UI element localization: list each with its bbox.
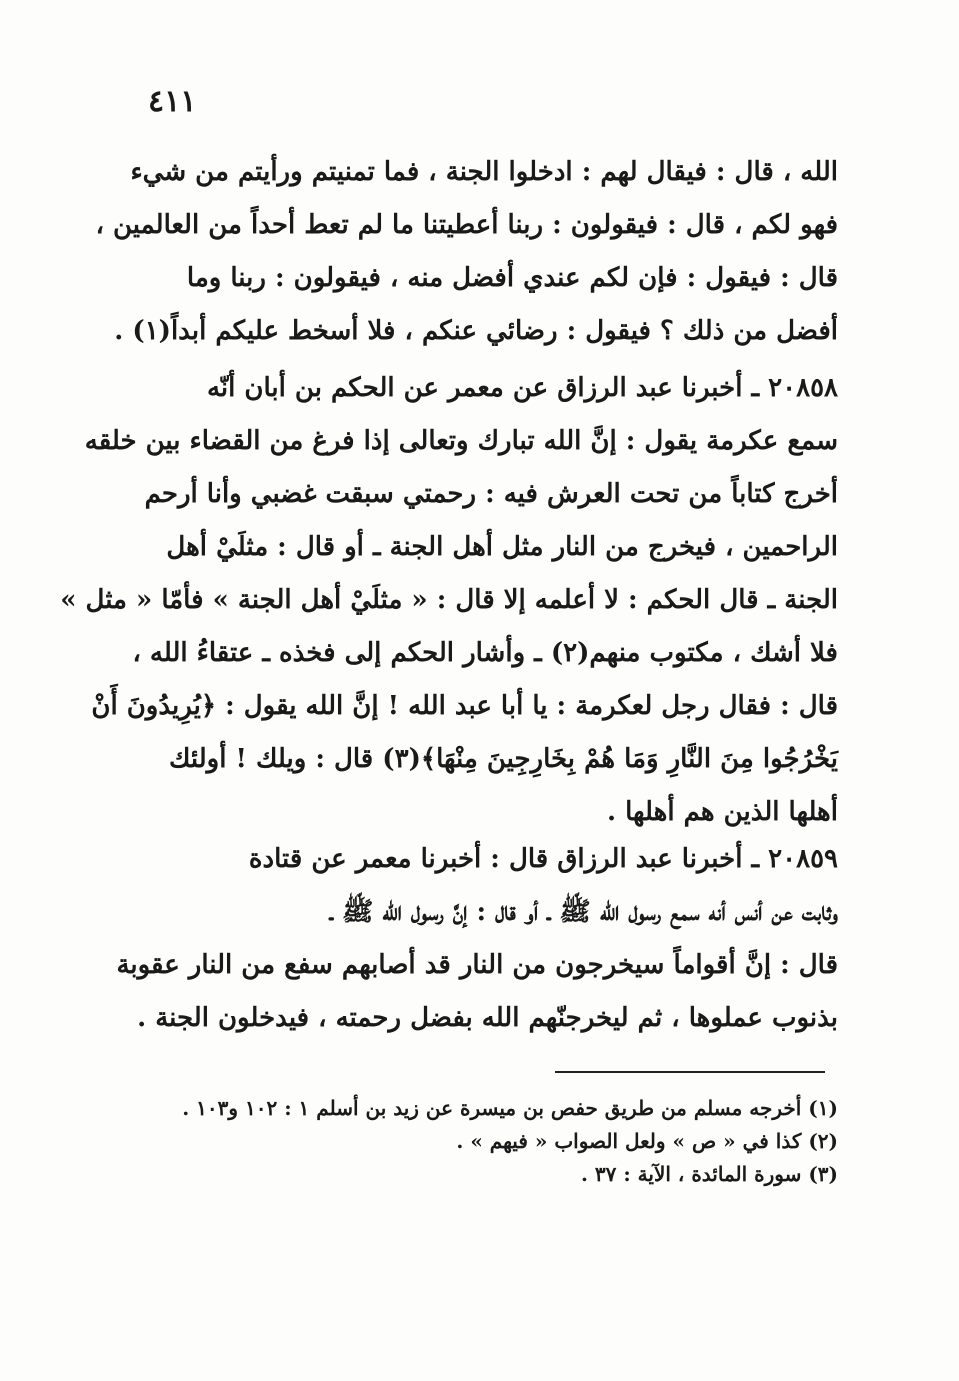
text-line: الجنة ـ قال الحكم : لا أعلمه إلا قال : « مثلَيْ أهل الجنة » فأمّا « مثل » [60, 585, 838, 615]
text-line: وثابت عن أنس أنه سمع رسول الله ﷺ ـ أو قال : إنَّ رسول الله ﷺ ـ [329, 897, 838, 927]
text-line: أهلها الذين هم أهلها . [607, 797, 838, 827]
text-line: بذنوب عملوها ، ثم ليخرجنّهم الله بفضل رحمته ، فيدخلون الجنة . [137, 1003, 838, 1033]
footnote-divider [555, 1071, 825, 1073]
text-line: فهو لكم ، قال : فيقولون : ربنا أعطيتنا ما لم تعط أحداً من العالمين ، [95, 210, 838, 240]
hadith-20859 [116, 833, 838, 1045]
text-line: أخرج كتاباً من تحت العرش فيه : رحمتي سبقت غضبي وأنا أرحم [144, 479, 838, 509]
text-line: يَخْرُجُوا مِنَ النَّارِ وَمَا هُمْ بِخَارِجِينَ مِنْهَا﴾(٣) قال : ويلك ! أولئك [169, 744, 838, 774]
paragraph-continuation [95, 146, 838, 358]
text-line: الله ، قال : فيقال لهم : ادخلوا الجنة ، فما تمنيتم ورأيتم من شيء [130, 157, 838, 187]
text-line: ٢٠٨٥٩ ـ أخبرنا عبد الرزاق قال : أخبرنا معمر عن قتادة [248, 844, 838, 874]
footnote: (١) أخرجه مسلم من طريق حفص بن ميسرة عن زيد بن أسلم ١ : ١٠٢ و١٠٣ . [182, 1096, 838, 1120]
text-line: الراحمين ، فيخرج من النار مثل أهل الجنة ـ أو قال : مثلَيْ أهل [166, 532, 838, 562]
text-line: سمع عكرمة يقول : إنَّ الله تبارك وتعالى إذا فرغ من القضاء بين خلقه [84, 426, 838, 456]
footnote: (٢) كذا في « ص » ولعل الصواب « فيهم » . [456, 1129, 838, 1153]
text-line: أفضل من ذلك ؟ فيقول : رضائي عنكم ، فلا أسخط عليكم أبداً(١) . [114, 316, 838, 346]
hadith-20858 [60, 362, 838, 839]
footnotes [150, 1092, 838, 1191]
text-line: ٢٠٨٥٨ ـ أخبرنا عبد الرزاق عن معمر عن الحكم بن أبان أنّه [206, 373, 838, 403]
text-line: قال : إنَّ أقواماً سيخرجون من النار قد أصابهم سفع من النار عقوبة [116, 950, 838, 980]
text-line: قال : فقال رجل لعكرمة : يا أبا عبد الله ! إنَّ الله يقول : ﴿يُرِيدُونَ أَنْ [91, 691, 838, 721]
footnote: (٣) سورة المائدة ، الآية : ٣٧ . [580, 1162, 838, 1186]
text-line: فلا أشك ، مكتوب منهم(٢) ـ وأشار الحكم إلى فخذه ـ عتقاءُ الله ، [132, 638, 838, 668]
page-number: ٤١١ [148, 84, 197, 119]
text-line: قال : فيقول : فإن لكم عندي أفضل منه ، فيقولون : ربنا وما [186, 263, 838, 293]
